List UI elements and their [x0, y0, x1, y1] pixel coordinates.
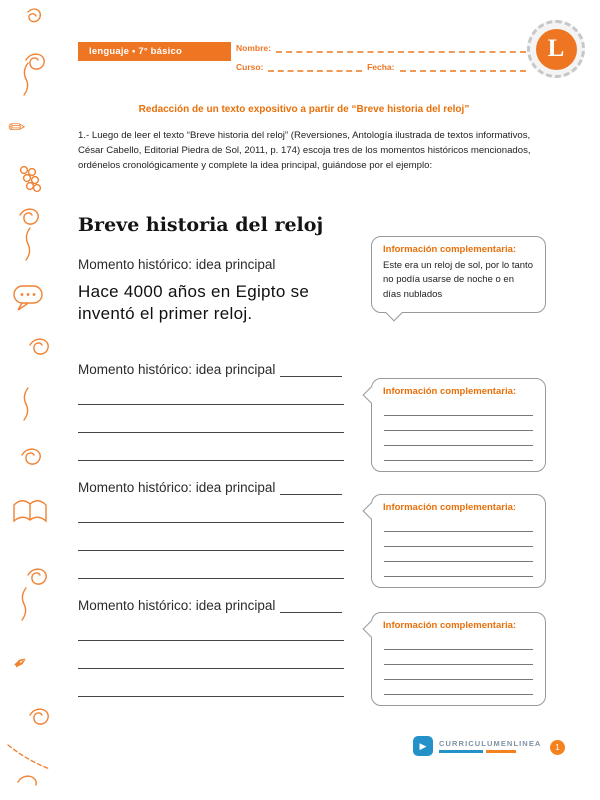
example-moment-label: Momento histórico: idea principal	[78, 257, 276, 272]
bubble-tail	[386, 305, 403, 322]
example-handwritten-answer: Hace 4000 años en Egipto se inventó el primer reloj.	[78, 282, 310, 324]
course-write-line[interactable]	[268, 61, 362, 72]
answer-block-1	[78, 362, 344, 461]
answer-write-line[interactable]	[78, 495, 344, 523]
answer-write-line[interactable]	[78, 433, 344, 461]
moment-write-line[interactable]	[280, 364, 342, 377]
bubble-write-line[interactable]	[384, 665, 533, 680]
answer-write-line[interactable]	[78, 641, 344, 669]
name-label: Nombre:	[236, 43, 271, 53]
date-write-line[interactable]	[400, 61, 527, 72]
date-label: Fecha:	[367, 62, 395, 72]
book-doodle	[14, 501, 46, 521]
moment-label: Momento histórico: idea principal	[78, 480, 276, 495]
bubble-title: Información complementaria:	[383, 244, 517, 255]
bubble-write-line[interactable]	[384, 431, 533, 446]
bubble-write-line[interactable]	[384, 446, 533, 461]
instructions-paragraph: 1.- Luego de leer el texto “Breve historia del reloj” (Reversiones, Antología ilustrada de textos informativos, César Cabello, Editorial Piedra de Sol, 2011, p. 174) escoja tres de los momentos históricos mencionados, ordénelos cronológicamente y complete la idea principal, guiándose por el ejemplo:	[78, 130, 531, 172]
badge-scallop-ring	[527, 20, 585, 78]
name-field-row	[236, 42, 526, 53]
decorative-left-border	[0, 0, 64, 800]
bubble-write-line[interactable]	[384, 562, 533, 577]
badge-letter: L	[536, 29, 577, 70]
tagline-bar-blue	[439, 750, 483, 753]
bubble-write-line[interactable]	[384, 635, 533, 650]
pencil-icon: ✎	[2, 112, 32, 142]
grapes-doodle	[21, 167, 41, 192]
name-write-line[interactable]	[276, 42, 526, 53]
answer-write-line[interactable]	[78, 377, 344, 405]
course-date-row	[236, 61, 526, 72]
bubble-write-line[interactable]	[384, 416, 533, 431]
speech-bubble-doodle	[14, 286, 42, 310]
logo-tagline	[439, 750, 541, 753]
bubble-write-line[interactable]	[384, 532, 533, 547]
answer-write-line[interactable]	[78, 669, 344, 697]
bubble-title: Información complementaria:	[383, 620, 517, 631]
answer-write-line[interactable]	[78, 551, 344, 579]
bubble-tail	[362, 503, 379, 520]
info-bubble-2	[371, 494, 546, 588]
story-title: Breve historia del reloj	[78, 214, 324, 236]
answer-write-line[interactable]	[78, 613, 344, 641]
play-icon: ▶	[413, 736, 433, 756]
answer-write-line[interactable]	[78, 405, 344, 433]
bubble-write-line[interactable]	[384, 650, 533, 665]
moment-write-line[interactable]	[280, 482, 342, 495]
info-bubble-3	[371, 612, 546, 706]
example-info-bubble	[371, 236, 546, 313]
subject-letter-badge	[527, 20, 585, 78]
bubble-title: Información complementaria:	[383, 502, 517, 513]
info-bubble-1	[371, 378, 546, 472]
course-label: Curso:	[236, 62, 264, 72]
bubble-tail	[362, 621, 379, 638]
answer-block-2	[78, 480, 344, 579]
answer-write-line[interactable]	[78, 523, 344, 551]
pen-nib-icon: ✒	[8, 650, 34, 677]
bubble-write-line[interactable]	[384, 680, 533, 695]
bubble-title: Información complementaria:	[383, 386, 517, 397]
subject-badge: lenguaje • 7° básico	[78, 42, 231, 61]
page-number-badge: 1	[550, 740, 565, 755]
tagline-bar-orange	[486, 750, 516, 753]
moment-write-line[interactable]	[280, 600, 342, 613]
moment-label: Momento histórico: idea principal	[78, 362, 276, 377]
bubble-write-line[interactable]	[384, 547, 533, 562]
bubble-write-line[interactable]	[384, 517, 533, 532]
moment-label: Momento histórico: idea principal	[78, 598, 276, 613]
curriculum-en-linea-logo	[413, 736, 541, 756]
bubble-tail	[362, 387, 379, 404]
bubble-handwritten-text: Este era un reloj de sol, por lo tanto no podía usarse de noche o en días nublados	[383, 260, 533, 300]
worksheet-title: Redacción de un texto expositivo a partir de “Breve historia del reloj”	[138, 104, 470, 115]
answer-block-3	[78, 598, 344, 697]
logo-text: CURRICULUMENLINEA	[439, 739, 542, 748]
bubble-write-line[interactable]	[384, 401, 533, 416]
